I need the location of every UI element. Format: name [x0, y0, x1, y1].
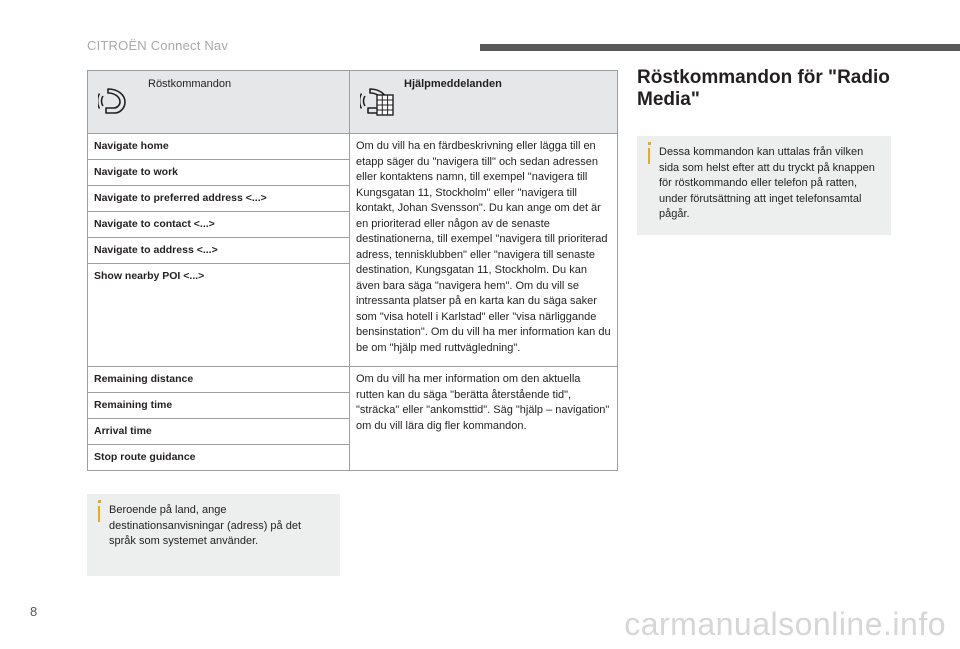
command-cell: Navigate to address <...>: [88, 238, 350, 264]
header-bar: [480, 44, 960, 51]
page-number: 8: [30, 604, 38, 619]
help-cell-navigation: Om du vill ha en färdbeskrivning eller lägga till en etapp säger du "navigera till" och sedan adressen eller kontaktens namn, till exempel "navigera till Kungsgatan 11, Stockholm" eller "navigera till kontakt, Johan Svensson". Du kan ange om det är en prioriterad eller någon av de senaste destinationerna, till exempel "navigera till prioriterad adress, tennisklubben" eller "navigera till senaste destination, Kungsgatan 11, Stockholm. Du kan även bara säga "navigera hem". Om du vill se intressanta platser på en karta kan du säga saker som "visa hotell i Karlstad" eller "visa närliggande bensinstation". Om du vill ha mer information kan du be om "hjälp med ruttvägledning".: [350, 134, 618, 367]
command-cell: Stop route guidance: [88, 445, 350, 471]
command-cell: Remaining time: [88, 393, 350, 419]
command-cell: Navigate home: [88, 134, 350, 160]
command-cell: Navigate to contact <...>: [88, 212, 350, 238]
info-note-text: Beroende på land, ange destinationsanvisningar (adress) på det språk som systemet använder.: [109, 504, 302, 547]
table-header-help: [350, 71, 618, 134]
command-cell: Remaining distance: [88, 367, 350, 393]
info-note-language: [87, 494, 340, 576]
command-cell: Arrival time: [88, 419, 350, 445]
table-header-commands: [88, 71, 350, 134]
help-cell-route: Om du vill ha mer information om den aktuella rutten kan du säga "berätta återstående tid", "sträcka" eller "ankomsttid". Säg "hjälp – navigation" om du vill lära dig fler kommandon.: [350, 367, 618, 471]
command-cell: Navigate to preferred address <...>: [88, 186, 350, 212]
col-help-header: Hjälpmeddelanden: [404, 78, 502, 90]
voice-command-table: [87, 70, 618, 471]
command-cell: Navigate to work: [88, 160, 350, 186]
info-icon: [648, 142, 651, 145]
command-cell: Show nearby POI <...>: [88, 264, 350, 367]
help-message-icon: [360, 83, 394, 117]
info-note-radio-media: [637, 136, 891, 235]
header-title: CITROËN Connect Nav: [87, 38, 229, 53]
info-bar: [98, 506, 100, 522]
info-icon: [98, 500, 101, 503]
info-note-text: Dessa kommandon kan uttalas från vilken sida som helst efter att du tryckt på knappen för röstkommando eller telefon på ratten, under förutsättning att inget telefonsamtal pågår.: [659, 146, 875, 220]
table-row: [88, 134, 618, 160]
table-header-row: [88, 71, 618, 134]
voice-command-icon: [98, 83, 132, 117]
table-row: [88, 367, 618, 393]
watermark: carmanualsonline.info: [624, 606, 946, 642]
section-title: Röstkommandon för "Radio Media": [637, 67, 890, 110]
info-bar: [648, 148, 650, 164]
col-commands-header: Röstkommandon: [148, 78, 232, 90]
